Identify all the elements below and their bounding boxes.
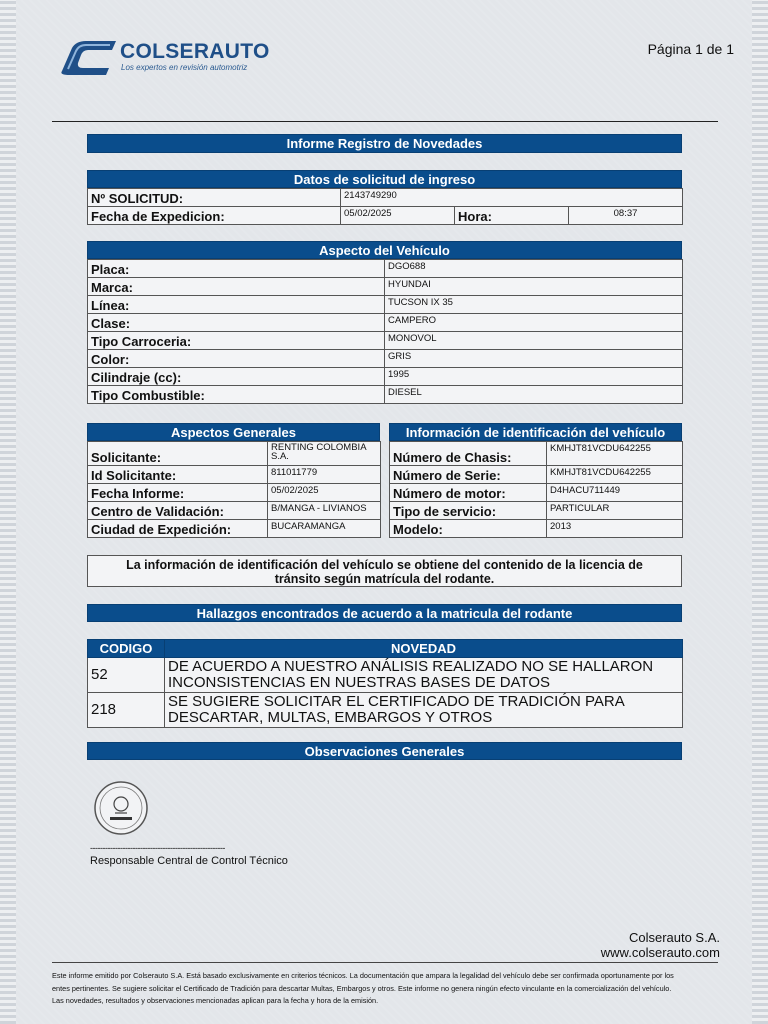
codigo-cell: 52 [88, 658, 165, 693]
codigo-column-header: CODIGO [88, 640, 165, 658]
footer-divider [52, 962, 718, 963]
placa-value: DGO688 [385, 260, 683, 278]
report-title: Informe Registro de Novedades [87, 134, 682, 153]
hallazgos-heading: Hallazgos encontrados de acuerdo a la matricula del rodante [87, 604, 682, 622]
hora-label: Hora: [455, 207, 569, 225]
note-line2: tránsito según matrícula del rodante. [274, 572, 495, 586]
novedad-cell [165, 658, 683, 693]
page-number: Página 1 de 1 [647, 41, 734, 57]
disclaimer [52, 970, 722, 1008]
novedad-line1: DE ACUERDO A NUESTRO ANÁLISIS REALIZADO NO SE HALLARON [168, 658, 654, 675]
disclaimer-line2: entes pertinentes. Se sugiere solicitar el Certificado de Tradición para descartar Multas, Embargos y otros. Este informe no genera ningún efecto vinculante en la comercialización del vehículo. [52, 983, 672, 993]
fecha-informe-value: 05/02/2025 [268, 484, 381, 502]
table-row [88, 693, 683, 728]
company-info [601, 930, 720, 960]
color-label: Color: [88, 350, 385, 368]
vehiculo-table [87, 259, 683, 404]
fecha-informe-label: Fecha Informe: [88, 484, 268, 502]
solicitante-value-line1: RENTING COLOMBIA [271, 442, 367, 453]
generales-heading: Aspectos Generales [87, 423, 380, 441]
solicitante-label: Solicitante: [88, 442, 268, 466]
chasis-value: KMHJT81VCDU642255 [547, 442, 683, 466]
solicitud-heading: Datos de solicitud de ingreso [87, 170, 682, 188]
solicitud-num-value: 2143749290 [341, 189, 683, 207]
combustible-label: Tipo Combustible: [88, 386, 385, 404]
novedad-column-header: NOVEDAD [165, 640, 683, 658]
header-divider [52, 121, 718, 122]
solicitud-table [87, 188, 683, 225]
identificacion-note [87, 555, 682, 587]
left-perforation [0, 0, 16, 1024]
novedad-line2: INCONSISTENCIAS EN NUESTRAS BASES DE DATOS [168, 674, 551, 691]
ciudad-expedicion-label: Ciudad de Expedición: [88, 520, 268, 538]
combustible-value: DIESEL [385, 386, 683, 404]
clase-label: Clase: [88, 314, 385, 332]
color-value: GRIS [385, 350, 683, 368]
servicio-label: Tipo de servicio: [390, 502, 547, 520]
chasis-label: Número de Chasis: [390, 442, 547, 466]
id-solicitante-label: Id Solicitante: [88, 466, 268, 484]
identificacion-heading: Información de identificación del vehículo [389, 423, 682, 441]
cilindraje-label: Cilindraje (cc): [88, 368, 385, 386]
carroceria-label: Tipo Carroceria: [88, 332, 385, 350]
placa-label: Placa: [88, 260, 385, 278]
table-row [88, 658, 683, 693]
right-perforation [752, 0, 768, 1024]
solicitante-value [268, 442, 381, 466]
novedad-cell [165, 693, 683, 728]
marca-label: Marca: [88, 278, 385, 296]
company-name: Colserauto S.A. [628, 930, 720, 945]
centro-validacion-label: Centro de Validación: [88, 502, 268, 520]
serie-value: KMHJT81VCDU642255 [547, 466, 683, 484]
solicitud-num-label: Nº SOLICITUD: [88, 189, 341, 207]
motor-label: Número de motor: [390, 484, 547, 502]
fecha-expedicion-value: 05/02/2025 [341, 207, 455, 225]
carroceria-value: MONOVOL [385, 332, 683, 350]
modelo-label: Modelo: [390, 520, 547, 538]
serie-label: Número de Serie: [390, 466, 547, 484]
disclaimer-line1: Este informe emitido por Colserauto S.A. Está basado exclusivamente en criterios técnicos. La documentación que ampara la legalidad del vehículo debe ser confirmada oportunamente por los [52, 971, 674, 980]
identificacion-table [389, 441, 683, 538]
codigo-cell: 218 [88, 693, 165, 728]
linea-value: TUCSON IX 35 [385, 296, 683, 314]
modelo-value: 2013 [547, 520, 683, 538]
brand-tagline: Los expertos en revisión automotriz [121, 63, 248, 72]
brand-name: COLSERAUTO [120, 40, 270, 63]
company-website: www.colserauto.com [600, 945, 720, 960]
clase-value: CAMPERO [385, 314, 683, 332]
vehiculo-heading: Aspecto del Vehículo [87, 241, 682, 259]
marca-value: HYUNDAI [385, 278, 683, 296]
linea-label: Línea: [88, 296, 385, 314]
solicitante-value-line2: S.A. [271, 451, 289, 462]
observaciones-heading: Observaciones Generales [87, 742, 682, 760]
generales-table [87, 441, 381, 538]
id-solicitante-value: 811011779 [268, 466, 381, 484]
fecha-expedicion-label: Fecha de Expedicion: [88, 207, 341, 225]
note-line1: La información de identificación del vehículo se obtiene del contenido de la licencia de [126, 558, 643, 572]
disclaimer-line3: Las novedades, resultados y observaciones mencionadas aplican para la fecha y hora de la emisión. [52, 996, 379, 1005]
signature-label: Responsable Central de Control Técnico [90, 855, 288, 867]
novedad-line2: DESCARTAR, MULTAS, EMBARGOS Y OTROS [168, 709, 493, 726]
signature-line: ------------------------------------------------------ [90, 843, 225, 853]
company-seal-icon [93, 780, 149, 836]
centro-validacion-value: B/MANGA - LIVIANOS [268, 502, 381, 520]
novedad-line1: SE SUGIERE SOLICITAR EL CERTIFICADO DE TRADICIÓN PARA [168, 693, 625, 710]
novedades-table [87, 639, 683, 728]
cilindraje-value: 1995 [385, 368, 683, 386]
motor-value: D4HACU711449 [547, 484, 683, 502]
hora-value: 08:37 [569, 207, 683, 225]
servicio-value: PARTICULAR [547, 502, 683, 520]
ciudad-expedicion-value: BUCARAMANGA [268, 520, 381, 538]
